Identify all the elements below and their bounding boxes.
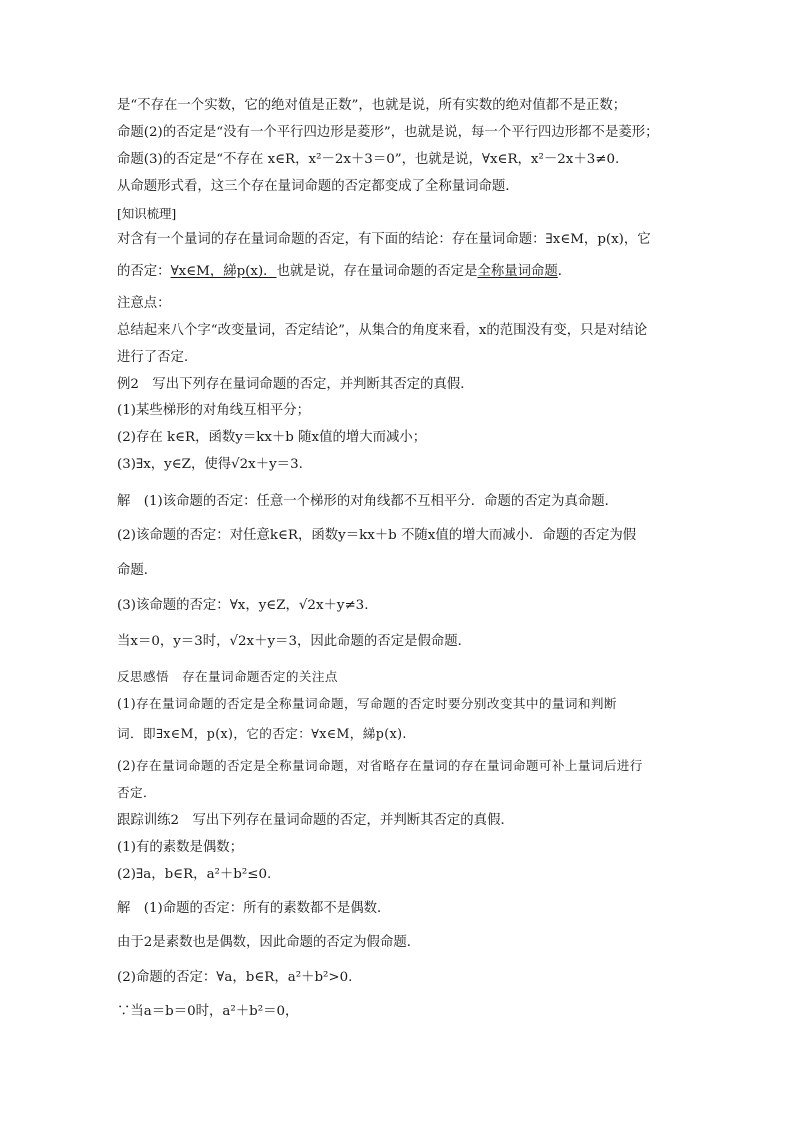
solution-line: ∵当a＝b＝0时，a²＋b²＝0， (117, 1004, 299, 1019)
reflection-line: 词．即∃x∈M，p(x)，它的否定：∀x∈M，綈p(x). (117, 726, 407, 741)
reflection-line: (1)存在量词命题的否定是全称量词命题，写命题的否定时要分别改变其中的量词和判断 (117, 696, 617, 711)
text-line: (2)∃a，b∈R，a²＋b²≤0. (117, 867, 272, 882)
underlined-answer: ∀x∈M，綈p(x)． (170, 264, 277, 279)
text-line: (3)∃x，y∈Z，使得√2x＋y＝3. (117, 457, 303, 472)
example-heading: 例2 写出下列存在量词命题的否定，并判断其否定的真假． (117, 377, 474, 392)
text-line: 总结起来八个字“改变量词，否定结论”，从集合的角度来看，x的范围没有变，只是对结论 (117, 323, 648, 338)
text-line: (2)存在 k∈R，函数y＝kx＋b 随x值的增大而减小； (117, 430, 427, 445)
text-line: (1)有的素数是偶数； (117, 840, 244, 855)
solution-line: (2)该命题的否定：对任意k∈R，函数y＝kx＋b 不随x值的增大而减小．命题的否定为假 (117, 528, 637, 543)
solution-line: (3)该命题的否定：∀x，y∈Z，√2x＋y≠3. (117, 598, 369, 613)
text-line (117, 263, 571, 281)
solution-line: (2)命题的否定：∀a，b∈R，a²＋b²>0. (117, 970, 353, 985)
text-line: 命题(3)的否定是“不存在 x∈R，x²－2x＋3＝0”，也就是说，∀x∈R，x²－2x＋3≠0. (117, 152, 620, 167)
text-line: 是“不存在一个实数，它的绝对值是正数”，也就是说，所有实数的绝对值都不是正数； (117, 98, 627, 113)
text-line: 对含有一个量词的存在量词命题的否定，有下面的结论：存在量词命题：∃x∈M，p(x)，它 (117, 232, 651, 247)
text-segment: 的否定： (117, 264, 171, 279)
text-line: 进行了否定． (117, 350, 198, 365)
solution-line: 解 (1)命题的否定：所有的素数都不是偶数． (117, 901, 391, 916)
section-heading: [知识梳理] (117, 206, 177, 221)
underlined-answer: 全称量词命题 (477, 264, 558, 279)
solution-line: 命题． (117, 563, 158, 578)
reflection-line: (2)存在量词命题的否定是全称量词命题，对省略存在量词的存在量词命题可补上量词后进行 (117, 758, 643, 773)
reflection-heading: 反思感悟 存在量词命题否定的关注点 (117, 669, 338, 684)
note-heading: 注意点： (117, 296, 171, 311)
exercise-heading: 跟踪训练2 写出下列存在量词命题的否定，并判断其否定的真假． (117, 813, 514, 828)
text-line: 从命题形式看，这三个存在量词命题的否定都变成了全称量词命题． (117, 179, 519, 194)
solution-line: 解 (1)该命题的否定：任意一个梯形的对角线都不互相平分．命题的否定为真命题． (117, 494, 619, 509)
solution-line: 当x＝0，y＝3时，√2x＋y＝3，因此命题的否定是假命题． (117, 634, 472, 649)
text-segment: ． (557, 264, 572, 279)
text-line: 命题(2)的否定是“没有一个平行四边形是菱形”，也就是说，每一个平行四边形都不是菱形； (117, 125, 659, 140)
reflection-line: 否定． (117, 785, 156, 800)
text-segment: 也就是说，存在量词命题的否定是 (276, 264, 478, 279)
text-line: (1)某些梯形的对角线互相平分； (117, 403, 311, 418)
solution-line: 由于2是素数也是偶数，因此命题的否定为假命题． (117, 935, 421, 950)
